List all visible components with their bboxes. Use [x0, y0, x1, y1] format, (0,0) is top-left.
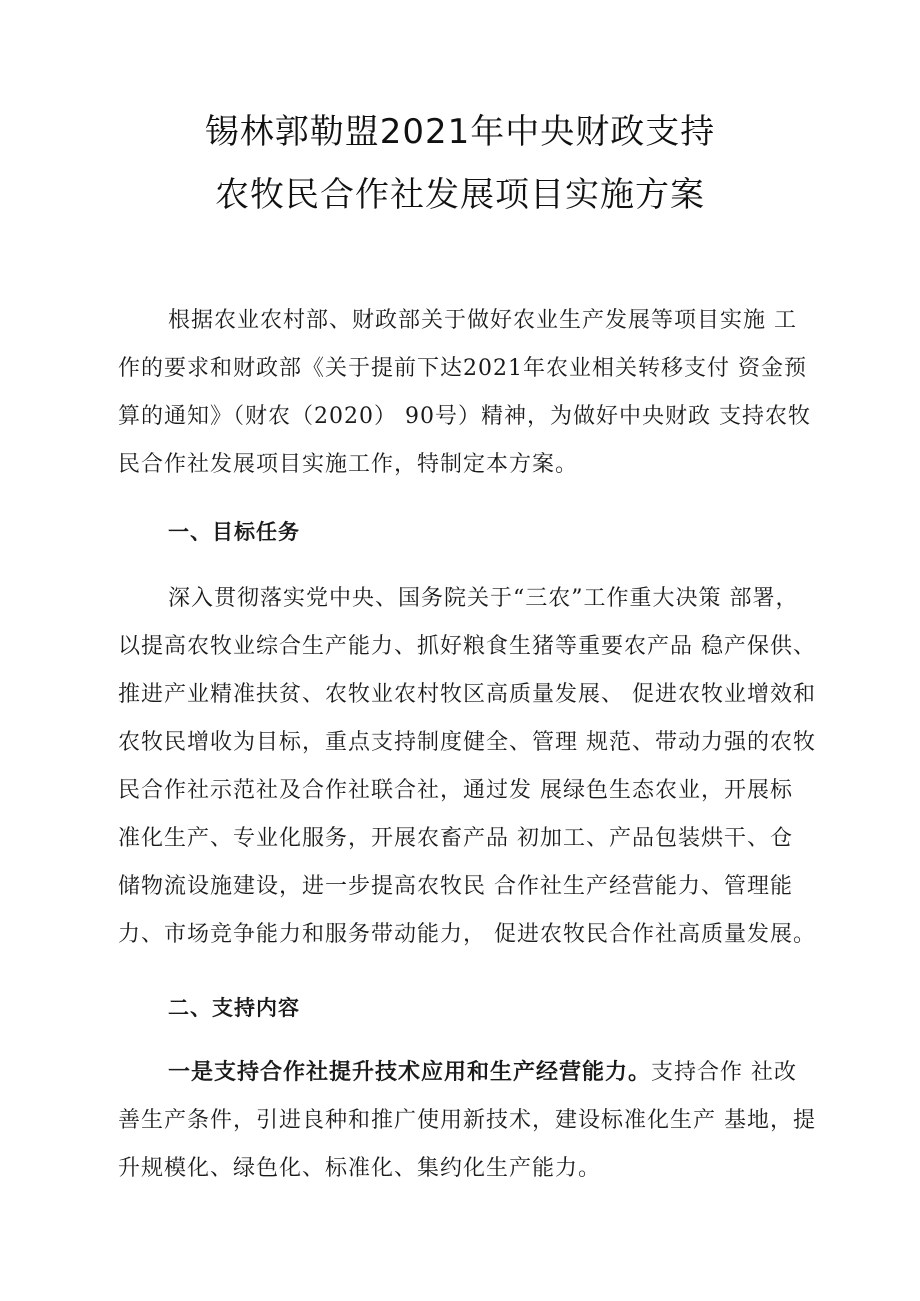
section-2-item-1-line-1 — [168, 1058, 797, 1088]
section-1-line-2: 以提高农牧业综合生产能力、抓好粮食生猪等重要农产品 稳产保供、 — [118, 634, 816, 659]
intro-line-3: 算的通知》（财农（2020） 90号）精神，为做好中央财政 支持农牧 — [118, 404, 811, 429]
intro-line-4: 民合作社发展项目实施工作，特制定本方案。 — [118, 452, 579, 477]
section-2-item-1-rest: 支持合作 社改 — [651, 1060, 798, 1085]
section-1-line-7: 储物流设施建设，进一步提高农牧民 合作社生产经营能力、管理能 — [118, 874, 793, 899]
section-2-item-1-line-3: 升规模化、绿色化、标准化、集约化生产能力。 — [118, 1156, 602, 1181]
intro-line-1: 根据农业农村部、财政部关于做好农业生产发展等项目实施 工 — [168, 308, 797, 333]
section-1-line-4: 农牧民增收为目标，重点支持制度健全、管理 规范、带动力强的农牧 — [118, 730, 816, 755]
section-1-line-1: 深入贯彻落实党中央、国务院关于“三农”工作重大决策 部署， — [168, 586, 799, 611]
section-1-line-3: 推进产业精准扶贫、农牧业农村牧区高质量发展、 促进农牧业增效和 — [118, 682, 816, 707]
section-1-line-6: 准化生产、专业化服务，开展农畜产品 初加工、产品包装烘干、仓 — [118, 826, 793, 851]
section-2-heading: 二、支持内容 — [168, 996, 300, 1020]
document-title-line-1: 锡林郭勒盟2021年中央财政支持 — [204, 112, 716, 152]
section-1-heading: 一、目标任务 — [168, 520, 300, 544]
section-1-line-8: 力、市场竞争能力和服务带动能力， 促进农牧民合作社高质量发展。 — [118, 922, 816, 947]
section-2-item-1-line-2: 善生产条件，引进良种和推广使用新技术，建设标准化生产 基地，提 — [118, 1108, 816, 1133]
document-title-line-2: 农牧民合作社发展项目实施方案 — [215, 175, 705, 215]
intro-line-2: 作的要求和财政部《关于提前下达2021年农业相关转移支付 资金预 — [118, 356, 807, 381]
section-1-line-5: 民合作社示范社及合作社联合社，通过发 展绿色生态农业，开展标 — [118, 778, 793, 803]
section-2-item-1-lead: 一是支持合作社提升技术应用和生产经营能力。 — [168, 1060, 652, 1085]
